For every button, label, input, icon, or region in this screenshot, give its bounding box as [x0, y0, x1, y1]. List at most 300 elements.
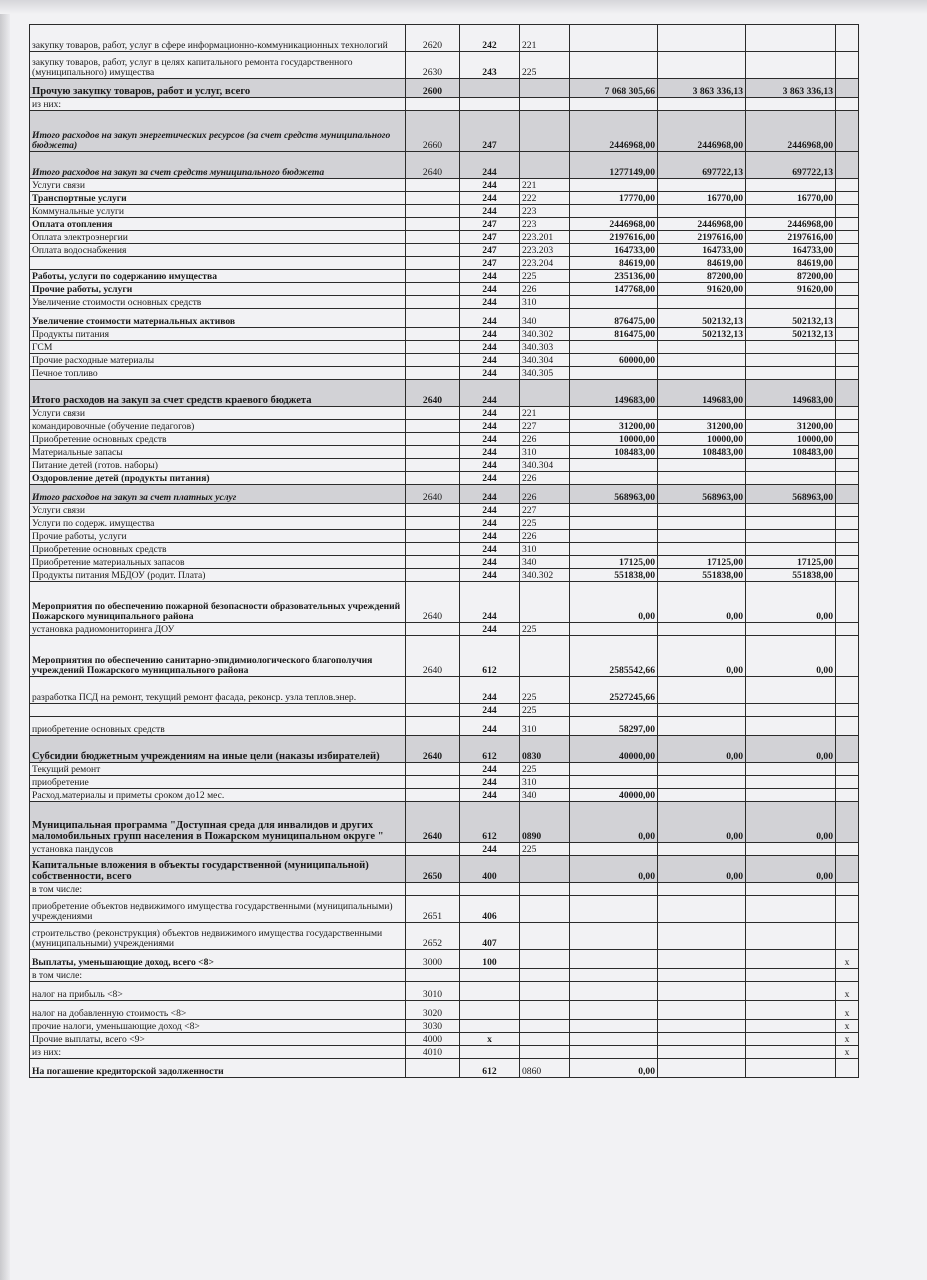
- row-value-year2: [658, 367, 746, 380]
- row-value-year3: 87200,00: [746, 270, 836, 283]
- row-kvr: 612: [460, 1059, 520, 1078]
- row-kosgu: [520, 896, 570, 923]
- row-name: командировочные (обучение педагогов): [30, 420, 406, 433]
- row-value-year2: 16770,00: [658, 192, 746, 205]
- row-value-year2: 3 863 336,13: [658, 79, 746, 98]
- row-value-year3: [746, 1020, 836, 1033]
- table-row: [30, 472, 859, 485]
- row-kosgu: [520, 152, 570, 179]
- table-row: [30, 802, 859, 843]
- row-kosgu: 223.204: [520, 257, 570, 270]
- table-row: [30, 1033, 859, 1046]
- row-kosgu: 223: [520, 205, 570, 218]
- table-row: [30, 98, 859, 111]
- row-code: [406, 420, 460, 433]
- row-mark: [836, 407, 859, 420]
- row-code: [406, 446, 460, 459]
- row-value-year2: [658, 969, 746, 982]
- row-kvr: 244: [460, 569, 520, 582]
- row-value-year1: [570, 504, 658, 517]
- row-kvr: 244: [460, 341, 520, 354]
- row-name: Текущий ремонт: [30, 763, 406, 776]
- row-value-year1: [570, 472, 658, 485]
- row-kosgu: 340.304: [520, 354, 570, 367]
- row-mark: [836, 380, 859, 407]
- row-mark: x: [836, 1033, 859, 1046]
- row-name: из них:: [30, 98, 406, 111]
- row-value-year3: 2446968,00: [746, 111, 836, 152]
- row-kvr: 244: [460, 354, 520, 367]
- row-name: Печное топливо: [30, 367, 406, 380]
- row-value-year1: [570, 969, 658, 982]
- row-kosgu: [520, 950, 570, 969]
- row-value-year1: 108483,00: [570, 446, 658, 459]
- row-value-year3: 3 863 336,13: [746, 79, 836, 98]
- row-mark: [836, 52, 859, 79]
- row-kvr: 244: [460, 543, 520, 556]
- row-value-year2: [658, 717, 746, 736]
- table-row: [30, 776, 859, 789]
- row-kosgu: 225: [520, 623, 570, 636]
- row-mark: [836, 309, 859, 328]
- row-mark: [836, 446, 859, 459]
- row-mark: [836, 459, 859, 472]
- row-mark: [836, 569, 859, 582]
- row-value-year1: [570, 341, 658, 354]
- table-row: [30, 79, 859, 98]
- row-value-year1: [570, 843, 658, 856]
- row-code: [406, 969, 460, 982]
- row-kosgu: 226: [520, 485, 570, 504]
- row-value-year1: [570, 763, 658, 776]
- row-kosgu: 340: [520, 789, 570, 802]
- row-value-year1: 2197616,00: [570, 231, 658, 244]
- row-value-year3: [746, 296, 836, 309]
- row-kvr: 244: [460, 179, 520, 192]
- table-row: [30, 736, 859, 763]
- row-value-year3: 31200,00: [746, 420, 836, 433]
- row-mark: [836, 257, 859, 270]
- row-value-year3: 502132,13: [746, 309, 836, 328]
- row-value-year2: [658, 517, 746, 530]
- row-name: Выплаты, уменьшающие доход, всего <8>: [30, 950, 406, 969]
- row-mark: [836, 25, 859, 52]
- row-kvr: [460, 883, 520, 896]
- row-name: Оплата электроэнергии: [30, 231, 406, 244]
- table-row: [30, 205, 859, 218]
- row-value-year2: 0,00: [658, 856, 746, 883]
- row-kvr: 244: [460, 283, 520, 296]
- row-value-year3: [746, 179, 836, 192]
- row-value-year3: 10000,00: [746, 433, 836, 446]
- row-code: [406, 179, 460, 192]
- table-row: [30, 789, 859, 802]
- row-value-year1: 568963,00: [570, 485, 658, 504]
- row-name: Продукты питания: [30, 328, 406, 341]
- row-value-year2: 0,00: [658, 802, 746, 843]
- row-kosgu: 226: [520, 283, 570, 296]
- row-value-year1: [570, 1046, 658, 1059]
- row-mark: [836, 543, 859, 556]
- row-value-year1: 58297,00: [570, 717, 658, 736]
- row-value-year2: 0,00: [658, 636, 746, 677]
- row-kosgu: 225: [520, 704, 570, 717]
- row-value-year2: [658, 704, 746, 717]
- row-value-year1: 1277149,00: [570, 152, 658, 179]
- row-value-year2: 568963,00: [658, 485, 746, 504]
- row-code: [406, 843, 460, 856]
- row-value-year1: [570, 883, 658, 896]
- row-name: Транспортные услуги: [30, 192, 406, 205]
- row-name: установка пандусов: [30, 843, 406, 856]
- row-value-year1: 84619,00: [570, 257, 658, 270]
- row-value-year1: [570, 896, 658, 923]
- row-value-year3: [746, 704, 836, 717]
- table-row: [30, 543, 859, 556]
- table-row: [30, 517, 859, 530]
- row-mark: [836, 152, 859, 179]
- table-row: [30, 1020, 859, 1033]
- row-value-year1: 147768,00: [570, 283, 658, 296]
- row-kvr: 244: [460, 367, 520, 380]
- row-value-year1: [570, 296, 658, 309]
- row-kosgu: [520, 883, 570, 896]
- table-row: [30, 52, 859, 79]
- row-code: [406, 1059, 460, 1078]
- row-value-year3: [746, 52, 836, 79]
- row-code: [406, 205, 460, 218]
- row-value-year2: [658, 950, 746, 969]
- row-value-year2: [658, 504, 746, 517]
- row-name: Прочие работы, услуги: [30, 530, 406, 543]
- row-name: Оздоровление детей (продукты питания): [30, 472, 406, 485]
- row-code: [406, 367, 460, 380]
- row-value-year2: [658, 1033, 746, 1046]
- row-value-year2: [658, 896, 746, 923]
- row-code: [406, 309, 460, 328]
- row-mark: [836, 883, 859, 896]
- row-kvr: 244: [460, 152, 520, 179]
- row-kosgu: 226: [520, 433, 570, 446]
- table-row: [30, 152, 859, 179]
- row-value-year1: [570, 179, 658, 192]
- row-kosgu: 310: [520, 717, 570, 736]
- row-mark: [836, 205, 859, 218]
- row-value-year2: [658, 1059, 746, 1078]
- row-kvr: 244: [460, 296, 520, 309]
- row-kosgu: [520, 1020, 570, 1033]
- row-name: Прочие работы, услуги: [30, 283, 406, 296]
- table-row: [30, 218, 859, 231]
- row-kvr: 244: [460, 446, 520, 459]
- row-kvr: 247: [460, 257, 520, 270]
- row-kosgu: 310: [520, 296, 570, 309]
- row-mark: [836, 517, 859, 530]
- table-row: [30, 504, 859, 517]
- row-kosgu: 223.203: [520, 244, 570, 257]
- row-value-year2: 2446968,00: [658, 218, 746, 231]
- row-kosgu: 225: [520, 677, 570, 704]
- row-mark: [836, 79, 859, 98]
- table-row: [30, 582, 859, 623]
- row-kvr: 612: [460, 636, 520, 677]
- table-row: [30, 433, 859, 446]
- row-name: закупку товаров, работ, услуг в сфере информационно-коммуникационных технологий: [30, 25, 406, 52]
- row-kvr: 244: [460, 407, 520, 420]
- table-row: [30, 569, 859, 582]
- row-value-year1: [570, 205, 658, 218]
- row-value-year1: [570, 52, 658, 79]
- row-value-year2: [658, 52, 746, 79]
- row-name: Прочие выплаты, всего <9>: [30, 1033, 406, 1046]
- table-row: [30, 446, 859, 459]
- row-mark: [836, 717, 859, 736]
- row-code: [406, 677, 460, 704]
- row-name: Приобретение основных средств: [30, 543, 406, 556]
- row-kvr: 244: [460, 420, 520, 433]
- row-kosgu: 340.304: [520, 459, 570, 472]
- table-row: [30, 407, 859, 420]
- row-kosgu: [520, 923, 570, 950]
- row-value-year2: [658, 530, 746, 543]
- row-kvr: 244: [460, 380, 520, 407]
- row-code: 3010: [406, 982, 460, 1001]
- row-value-year1: 60000,00: [570, 354, 658, 367]
- row-code: 2600: [406, 79, 460, 98]
- row-value-year3: 2197616,00: [746, 231, 836, 244]
- row-kvr: 244: [460, 677, 520, 704]
- table-row: [30, 896, 859, 923]
- row-mark: [836, 179, 859, 192]
- row-value-year1: 2446968,00: [570, 111, 658, 152]
- row-code: 2630: [406, 52, 460, 79]
- row-code: 2660: [406, 111, 460, 152]
- row-value-year1: [570, 407, 658, 420]
- table-row: [30, 923, 859, 950]
- row-value-year2: [658, 459, 746, 472]
- row-kosgu: [520, 1046, 570, 1059]
- row-kvr: [460, 1001, 520, 1020]
- row-name: На погашение кредиторской задолженности: [30, 1059, 406, 1078]
- row-value-year1: 40000,00: [570, 789, 658, 802]
- table-row: [30, 328, 859, 341]
- row-value-year3: [746, 354, 836, 367]
- row-name: в том числе:: [30, 883, 406, 896]
- row-value-year3: 84619,00: [746, 257, 836, 270]
- row-kvr: 612: [460, 802, 520, 843]
- row-value-year1: [570, 543, 658, 556]
- row-kvr: 247: [460, 244, 520, 257]
- table-row: [30, 677, 859, 704]
- row-code: [406, 472, 460, 485]
- row-kosgu: [520, 636, 570, 677]
- row-name: Продукты питания МБДОУ (родит. Плата): [30, 569, 406, 582]
- row-kosgu: 221: [520, 25, 570, 52]
- table-row: [30, 763, 859, 776]
- row-value-year2: 10000,00: [658, 433, 746, 446]
- row-mark: [836, 192, 859, 205]
- row-mark: [836, 556, 859, 569]
- row-value-year1: 17125,00: [570, 556, 658, 569]
- row-value-year1: 10000,00: [570, 433, 658, 446]
- row-name: Услуги связи: [30, 504, 406, 517]
- row-kvr: [460, 79, 520, 98]
- row-mark: [836, 504, 859, 517]
- row-mark: [836, 433, 859, 446]
- row-mark: [836, 843, 859, 856]
- row-code: [406, 231, 460, 244]
- row-code: [406, 717, 460, 736]
- row-name: Услуги по содерж. имущества: [30, 517, 406, 530]
- row-name: строительство (реконструкция) объектов недвижимого имущества государственными (муниципальными) учреждениями: [30, 923, 406, 950]
- table-row: [30, 354, 859, 367]
- row-name: в том числе:: [30, 969, 406, 982]
- table-row: [30, 530, 859, 543]
- row-code: 2640: [406, 802, 460, 843]
- row-value-year3: [746, 459, 836, 472]
- row-code: [406, 704, 460, 717]
- row-value-year1: 40000,00: [570, 736, 658, 763]
- row-kvr: 244: [460, 530, 520, 543]
- row-name: Мероприятия по обеспечению пожарной безопасности образовательных учреждений Пожарского муниципального района: [30, 582, 406, 623]
- row-value-year2: 31200,00: [658, 420, 746, 433]
- row-value-year3: [746, 883, 836, 896]
- table-row: [30, 111, 859, 152]
- row-value-year2: [658, 472, 746, 485]
- row-mark: [836, 472, 859, 485]
- row-kvr: 244: [460, 205, 520, 218]
- row-kosgu: 227: [520, 504, 570, 517]
- row-value-year3: 551838,00: [746, 569, 836, 582]
- row-value-year3: [746, 896, 836, 923]
- row-value-year1: 164733,00: [570, 244, 658, 257]
- row-mark: [836, 244, 859, 257]
- row-kosgu: 225: [520, 843, 570, 856]
- row-value-year1: 0,00: [570, 582, 658, 623]
- row-name: [30, 704, 406, 717]
- table-row: [30, 380, 859, 407]
- table-row: [30, 231, 859, 244]
- row-value-year3: 697722,13: [746, 152, 836, 179]
- row-kosgu: 310: [520, 776, 570, 789]
- row-name: Прочую закупку товаров, работ и услуг, всего: [30, 79, 406, 98]
- row-code: 2651: [406, 896, 460, 923]
- row-value-year1: [570, 98, 658, 111]
- row-name: Итого расходов на закуп за счет средств муниципального бюджета: [30, 152, 406, 179]
- row-mark: [836, 231, 859, 244]
- row-kosgu: 223.201: [520, 231, 570, 244]
- row-kvr: 244: [460, 504, 520, 517]
- row-mark: x: [836, 1020, 859, 1033]
- table-row: [30, 1001, 859, 1020]
- row-value-year1: 31200,00: [570, 420, 658, 433]
- row-code: [406, 789, 460, 802]
- row-value-year2: 149683,00: [658, 380, 746, 407]
- row-value-year2: [658, 25, 746, 52]
- row-kosgu: [520, 982, 570, 1001]
- row-name: из них:: [30, 1046, 406, 1059]
- row-value-year1: [570, 950, 658, 969]
- table-row: [30, 257, 859, 270]
- row-mark: [836, 328, 859, 341]
- row-value-year3: [746, 98, 836, 111]
- row-kvr: 244: [460, 309, 520, 328]
- row-kvr: 244: [460, 556, 520, 569]
- row-kvr: 244: [460, 485, 520, 504]
- row-kvr: [460, 98, 520, 111]
- row-value-year3: 0,00: [746, 856, 836, 883]
- row-code: 3020: [406, 1001, 460, 1020]
- table-row: [30, 843, 859, 856]
- row-code: [406, 354, 460, 367]
- row-value-year3: 0,00: [746, 736, 836, 763]
- table-row: [30, 341, 859, 354]
- row-name: [30, 257, 406, 270]
- row-value-year2: [658, 789, 746, 802]
- row-value-year1: 2585542,66: [570, 636, 658, 677]
- row-value-year2: [658, 776, 746, 789]
- row-kosgu: 227: [520, 420, 570, 433]
- table-row: [30, 556, 859, 569]
- row-kvr: 244: [460, 704, 520, 717]
- row-kvr: 244: [460, 776, 520, 789]
- row-kvr: [460, 1046, 520, 1059]
- row-value-year2: 551838,00: [658, 569, 746, 582]
- row-kosgu: 310: [520, 446, 570, 459]
- row-code: [406, 270, 460, 283]
- row-kosgu: 221: [520, 407, 570, 420]
- table-row: [30, 296, 859, 309]
- row-value-year3: 568963,00: [746, 485, 836, 504]
- row-kosgu: 223: [520, 218, 570, 231]
- row-value-year3: 16770,00: [746, 192, 836, 205]
- row-value-year2: [658, 341, 746, 354]
- row-value-year2: [658, 843, 746, 856]
- row-kosgu: 225: [520, 52, 570, 79]
- row-name: Итого расходов на закуп за счет средств краевого бюджета: [30, 380, 406, 407]
- table-row: [30, 25, 859, 52]
- row-name: Капитальные вложения в объекты государственной (муниципальной) собственности, всего: [30, 856, 406, 883]
- row-value-year3: 0,00: [746, 802, 836, 843]
- row-value-year1: 17770,00: [570, 192, 658, 205]
- row-kosgu: 225: [520, 763, 570, 776]
- row-value-year3: [746, 367, 836, 380]
- row-mark: [836, 896, 859, 923]
- row-value-year3: 2446968,00: [746, 218, 836, 231]
- row-value-year1: [570, 459, 658, 472]
- row-value-year3: [746, 969, 836, 982]
- row-kvr: 247: [460, 218, 520, 231]
- row-value-year2: [658, 296, 746, 309]
- row-kvr: 244: [460, 582, 520, 623]
- row-code: 2652: [406, 923, 460, 950]
- row-code: 4010: [406, 1046, 460, 1059]
- row-mark: x: [836, 982, 859, 1001]
- row-value-year2: [658, 883, 746, 896]
- row-value-year2: [658, 354, 746, 367]
- row-value-year3: [746, 1033, 836, 1046]
- row-kvr: 247: [460, 111, 520, 152]
- row-value-year3: [746, 763, 836, 776]
- row-name: Субсидии бюджетным учреждениям на иные цели (наказы избирателей): [30, 736, 406, 763]
- row-kvr: 247: [460, 231, 520, 244]
- row-name: Итого расходов на закуп энергетических ресурсов (за счет средств муниципального бюджета): [30, 111, 406, 152]
- row-mark: [836, 736, 859, 763]
- row-kosgu: 340.303: [520, 341, 570, 354]
- row-value-year3: 0,00: [746, 582, 836, 623]
- row-value-year3: 164733,00: [746, 244, 836, 257]
- page-fold: [0, 0, 927, 14]
